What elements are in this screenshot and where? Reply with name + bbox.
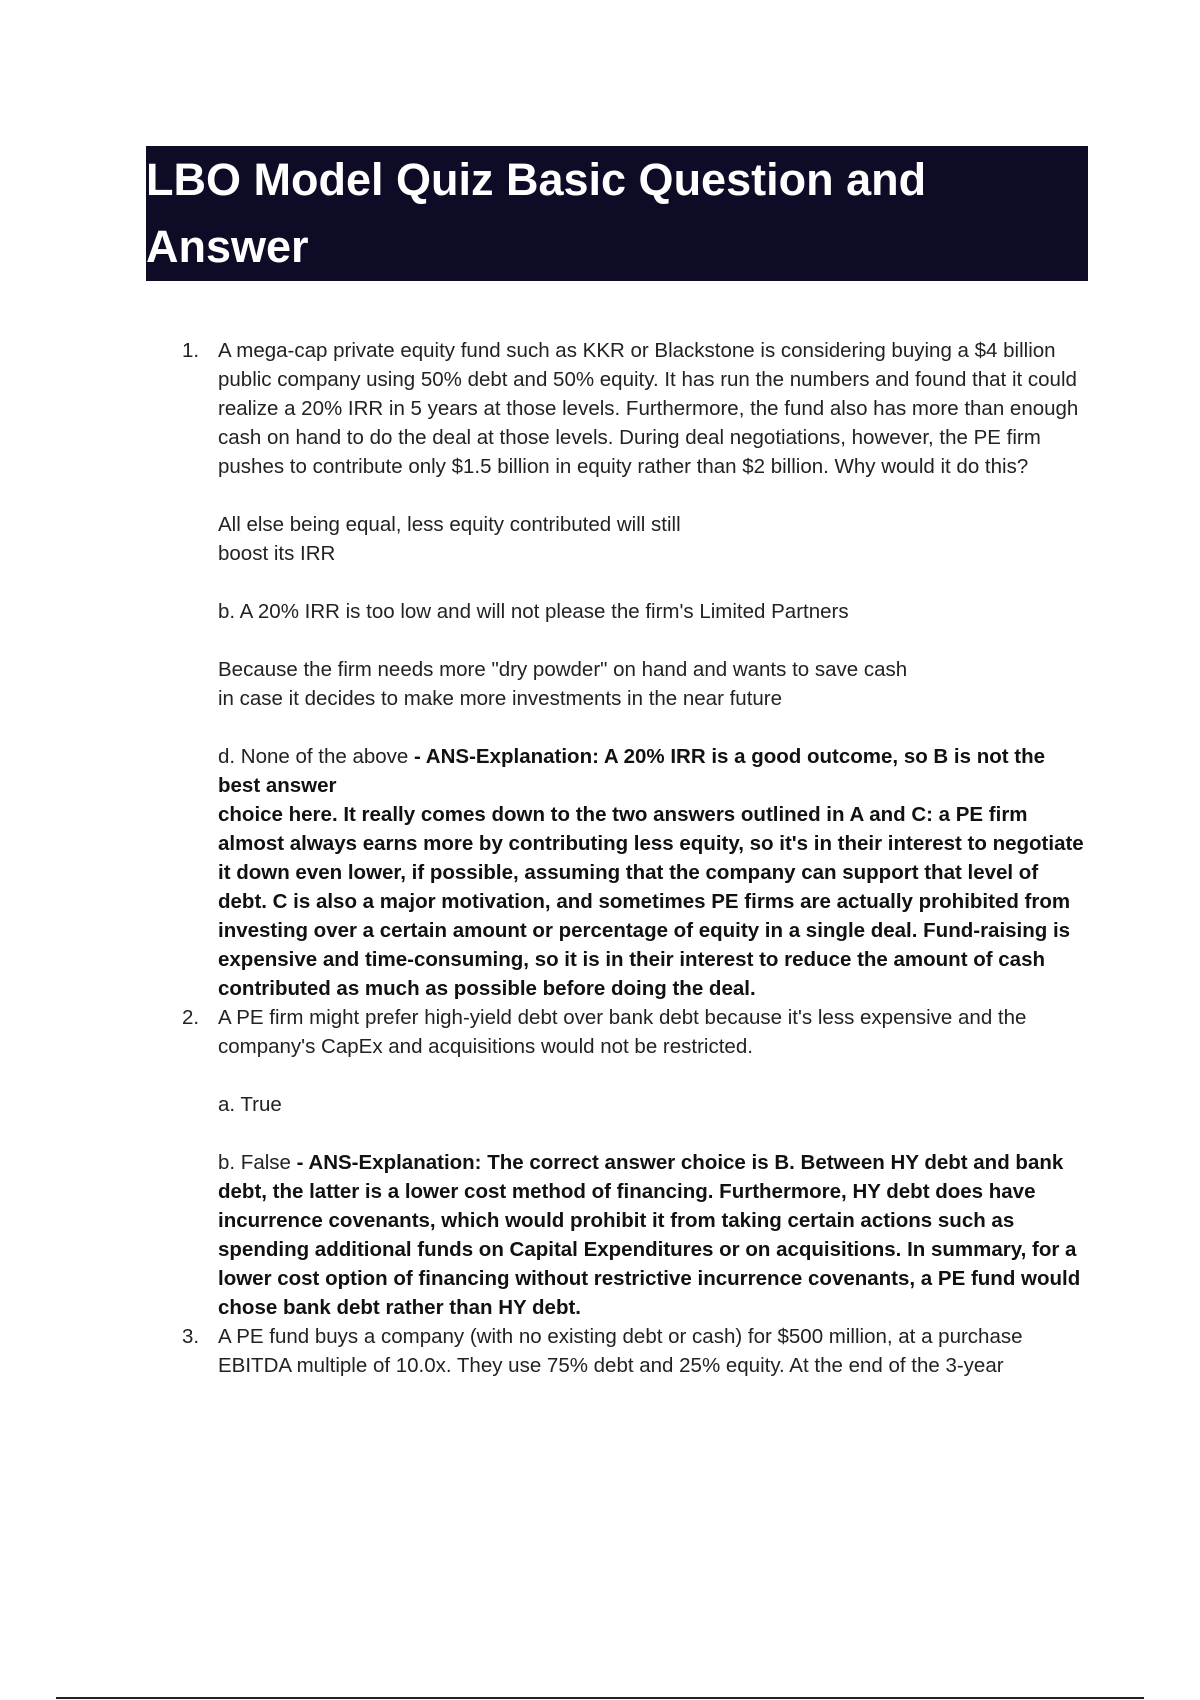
option-text: b. False — [218, 1151, 291, 1174]
answer-explanation: - ANS-Explanation: A 20% IRR is a good outcome, so B is not the best answer choice here. It really comes down to the two answers outlined in A and C: a PE firm almost always earns more by contributing less equity, so it's in their interest to negotiate it down even lower, if possible, assuming that the company can support that level of debt. C is also a major motivation, and sometimes PE firms are actually prohibited from investing over a certain amount or percentage of equity in a single deal. Fund-raising is expensive and time-consuming, so it is in their interest to reduce the amount of cash contributed as much as possible before doing the deal. — [218, 745, 1084, 1000]
answer-option-b — [218, 1148, 1090, 1322]
answer-explanation: - ANS-Explanation: The correct answer choice is B. Between HY debt and bank debt, the latter is a lower cost method of financing. Furthermore, HY debt does have incurrence covenants, which would prohibit it from taking certain actions such as spending additional funds on Capital Expenditures or on acquisitions. In summary, for a lower cost option of financing without restrictive incurrence covenants, a PE fund would chose bank debt rather than HY debt. — [218, 1151, 1081, 1319]
question-number: 1. — [182, 339, 200, 362]
question-number: 2. — [182, 1006, 200, 1029]
question-text: A PE fund buys a company (with no existing debt or cash) for $500 million, at a purchase EBITDA multiple of 10.0x. They use 75% debt and 25% equity. At the end of the 3-year — [218, 1325, 1023, 1377]
footer-divider — [56, 1697, 1144, 1699]
answer-option-a: All else being equal, less equity contributed will still boost its IRR — [218, 513, 681, 565]
question-item — [160, 336, 1090, 1003]
question-item — [160, 1003, 1090, 1322]
answer-option-c: Because the firm needs more "dry powder" on hand and wants to save cash in case it decides to make more investments in the near future — [218, 658, 908, 710]
answer-option-a: a. True — [218, 1093, 282, 1116]
title-banner — [146, 146, 1088, 281]
option-text: d. None of the above — [218, 745, 409, 768]
question-list — [160, 336, 1090, 1380]
question-text: A mega-cap private equity fund such as KKR or Blackstone is considering buying a $4 billion public company using 50% debt and 50% equity. It has run the numbers and found that it could realize a 20% IRR in 5 years at those levels. Furthermore, the fund also has more than enough cash on hand to do the deal at those levels. During deal negotiations, however, the PE firm pushes to contribute only $1.5 billion in equity rather than $2 billion. Why would it do this? — [218, 339, 1079, 478]
question-number: 3. — [182, 1325, 200, 1348]
document-title: LBO Model Quiz Basic Question and Answer — [146, 154, 927, 272]
question-text: A PE firm might prefer high-yield debt over bank debt because it's less expensive and the company's CapEx and acquisitions would not be restricted. — [218, 1006, 1027, 1058]
answer-option-d — [218, 742, 1090, 1003]
question-item — [160, 1322, 1090, 1380]
answer-option-b: b. A 20% IRR is too low and will not please the firm's Limited Partners — [218, 600, 849, 623]
